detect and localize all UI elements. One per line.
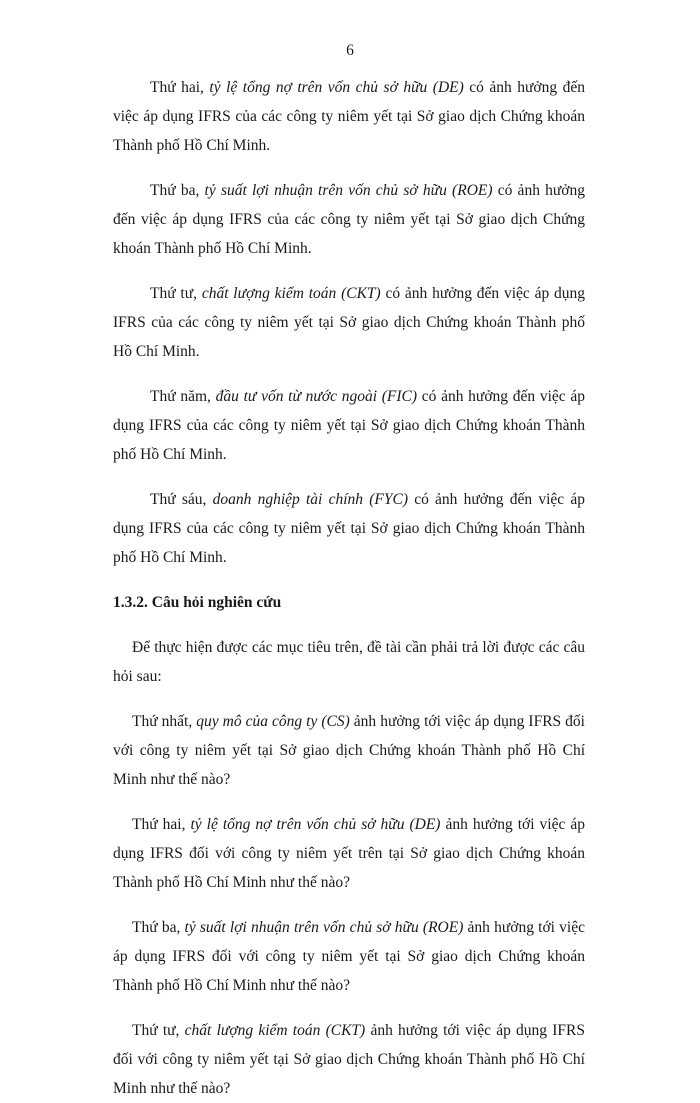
- hypothesis-lead: Thứ sáu,: [150, 491, 213, 508]
- variable-term: tỷ lệ tổng nợ trên vốn chủ sở hữu (DE): [190, 816, 441, 833]
- variable-term: chất lượng kiểm toán (CKT): [201, 285, 381, 302]
- question-lead: Thứ hai,: [132, 816, 191, 833]
- hypothesis-text: có ảnh hưởng đến việc áp dụng IFRS của các công ty niêm yết tại Sở giao dịch Chứng khoán Thành phố Hồ Chí Minh.: [113, 182, 585, 257]
- section-heading: 1.3.2. Câu hỏi nghiên cứu: [113, 594, 282, 611]
- variable-term: tỷ lệ tổng nợ trên vốn chủ sở hữu (DE): [209, 79, 464, 96]
- question-text: ảnh hưởng tới việc áp dụng IFRS đối với công ty niêm yết tại Sở giao dịch Chứng khoán Thành phố Hồ Chí Minh như thế nào?: [113, 919, 585, 994]
- variable-term: quy mô của công ty (CS): [196, 713, 350, 730]
- variable-term: đầu tư vốn từ nước ngoài (FIC): [215, 388, 418, 405]
- question-paragraph: [113, 1016, 585, 1103]
- question-paragraph: [113, 810, 585, 897]
- section-intro: Để thực hiện được các mục tiêu trên, đề tài cần phải trả lời được các câu hỏi sau:: [113, 639, 585, 685]
- hypothesis-paragraph: [113, 382, 585, 469]
- hypothesis-text: có ảnh hưởng đến việc áp dụng IFRS của các công ty niêm yết tại Sở giao dịch Chứng khoán Thành phố Hồ Chí Minh.: [113, 285, 585, 360]
- hypothesis-text: có ảnh hưởng đến việc áp dụng IFRS của các công ty niêm yết tại Sở giao dịch Chứng khoán Thành phố Hồ Chí Minh.: [113, 491, 585, 566]
- question-paragraph: [113, 707, 585, 794]
- question-text: ảnh hưởng tới việc áp dụng IFRS đối với công ty niêm yết tại Sở giao dịch Chứng khoán Thành phố Hồ Chí Minh như thế nào?: [113, 713, 585, 788]
- hypothesis-paragraph: [113, 73, 585, 160]
- document-body: [113, 73, 585, 1103]
- hypothesis-lead: Thứ năm,: [150, 388, 216, 405]
- hypothesis-paragraph: [113, 176, 585, 263]
- question-paragraph: [113, 913, 585, 1000]
- question-lead: Thứ nhất,: [132, 713, 197, 730]
- variable-term: tỷ suất lợi nhuận trên vốn chủ sở hữu (ROE): [204, 182, 493, 199]
- variable-term: doanh nghiệp tài chính (FYC): [212, 491, 408, 508]
- question-lead: Thứ tư,: [132, 1022, 185, 1039]
- variable-term: tỷ suất lợi nhuận trên vốn chủ sở hữu (ROE): [184, 919, 464, 936]
- hypothesis-text: có ảnh hưởng đến việc áp dụng IFRS của các công ty niêm yết tại Sở giao dịch Chứng khoán Thành phố Hồ Chí Minh.: [113, 79, 585, 154]
- hypothesis-paragraph: [113, 485, 585, 572]
- variable-term: chất lượng kiểm toán (CKT): [184, 1022, 366, 1039]
- hypothesis-lead: Thứ tư,: [150, 285, 202, 302]
- question-lead: Thứ ba,: [132, 919, 185, 936]
- hypothesis-paragraph: [113, 279, 585, 366]
- question-text: ảnh hưởng tới việc áp dụng IFRS đối với công ty niêm yết trên tại Sở giao dịch Chứng khoán Thành phố Hồ Chí Minh như thế nào?: [113, 816, 585, 891]
- question-text: ảnh hưởng tới việc áp dụng IFRS đối với công ty niêm yết tại Sở giao dịch Chứng khoán Thành phố Hồ Chí Minh như thế nào?: [113, 1022, 586, 1097]
- hypothesis-lead: Thứ ba,: [150, 182, 205, 199]
- hypothesis-text: có ảnh hưởng đến việc áp dụng IFRS của các công ty niêm yết tại Sở giao dịch Chứng khoán Thành phố Hồ Chí Minh.: [113, 388, 586, 463]
- hypothesis-lead: Thứ hai,: [150, 79, 210, 96]
- page-number: 6: [346, 42, 354, 59]
